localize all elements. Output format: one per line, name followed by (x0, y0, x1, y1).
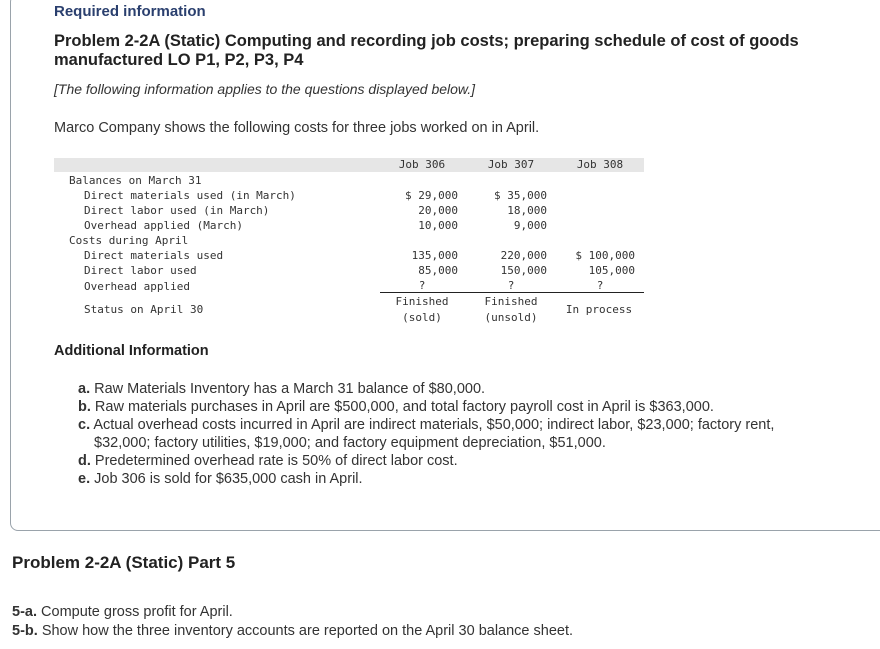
row-label-oh-march: Overhead applied (March) (84, 219, 243, 232)
table-rule (380, 292, 644, 293)
problem-title-line1: Problem 2-2A (Static) Computing and recording job costs; preparing schedule of cost of goods (54, 32, 799, 50)
cell-dm-april-306: 135,000 (411, 249, 458, 262)
cell-dm-april-307: 220,000 (500, 249, 547, 262)
cell-oh-april-308: ? (596, 279, 604, 292)
cell-oh-march-306: 10,000 (418, 219, 458, 232)
column-header-job306: Job 306 (398, 158, 446, 171)
cell-oh-april-307: ? (507, 279, 515, 292)
column-header-job308: Job 308 (576, 158, 624, 171)
list-item-a: a. Raw Materials Inventory has a March 31 balance of $80,000. (78, 381, 486, 397)
table-header-bar (54, 158, 644, 172)
row-label-dl-march: Direct labor used (in March) (84, 204, 270, 217)
row-label-oh-april: Overhead applied (84, 280, 190, 293)
row-label-costs-april: Costs during April (69, 234, 189, 247)
question-5b: 5-b. Show how the three inventory accounts are reported on the April 30 balance sheet. (12, 623, 574, 639)
column-header-job307: Job 307 (487, 158, 535, 171)
required-info-heading: Required information (54, 3, 206, 20)
question-5a: 5-a. Compute gross profit for April. (12, 604, 233, 620)
row-label-dm-march: Direct materials used (in March) (84, 189, 296, 202)
cell-dl-april-306: 85,000 (418, 264, 458, 277)
status-job307-line2: (unsold) (484, 311, 538, 324)
cell-dl-march-306: 20,000 (418, 204, 458, 217)
cell-dm-march-307: $ 35,000 (494, 189, 547, 202)
part-title: Problem 2-2A (Static) Part 5 (12, 553, 236, 572)
cell-oh-march-307: 9,000 (513, 219, 547, 232)
status-job306-line2: (sold) (402, 311, 442, 324)
problem-title-line2: manufactured LO P1, P2, P3, P4 (54, 51, 304, 69)
row-label-balances: Balances on March 31 (69, 174, 202, 187)
list-item-d: d. Predetermined overhead rate is 50% of direct labor cost. (78, 453, 458, 469)
row-label-dm-april: Direct materials used (84, 249, 224, 262)
list-item-b: b. Raw materials purchases in April are $500,000, and total factory payroll cost in April is $363,000. (78, 399, 714, 415)
applies-note: [The following information applies to the questions displayed below.] (54, 81, 476, 97)
cell-dm-april-308: $ 100,000 (575, 249, 635, 262)
list-item-e: e. Job 306 is sold for $635,000 cash in April. (78, 471, 363, 487)
row-label-status: Status on April 30 (84, 303, 204, 316)
cell-oh-april-306: ? (418, 279, 426, 292)
list-item-c-cont: $32,000; factory utilities, $19,000; and factory equipment depreciation, $51,000. (94, 435, 606, 451)
cell-dl-april-307: 150,000 (500, 264, 547, 277)
additional-info-heading: Additional Information (54, 343, 209, 359)
intro-text: Marco Company shows the following costs for three jobs worked on in April. (54, 120, 540, 136)
list-item-c: c. Actual overhead costs incurred in April are indirect materials, $50,000; indirect labor, $23,000; factory rent, (78, 417, 775, 433)
status-job306-line1: Finished (395, 295, 449, 308)
cell-dm-march-306: $ 29,000 (405, 189, 458, 202)
row-label-dl-april: Direct labor used (84, 264, 197, 277)
status-job308: In process (565, 303, 633, 316)
cell-dl-april-308: 105,000 (588, 264, 635, 277)
status-job307-line1: Finished (484, 295, 538, 308)
cell-dl-march-307: 18,000 (507, 204, 547, 217)
